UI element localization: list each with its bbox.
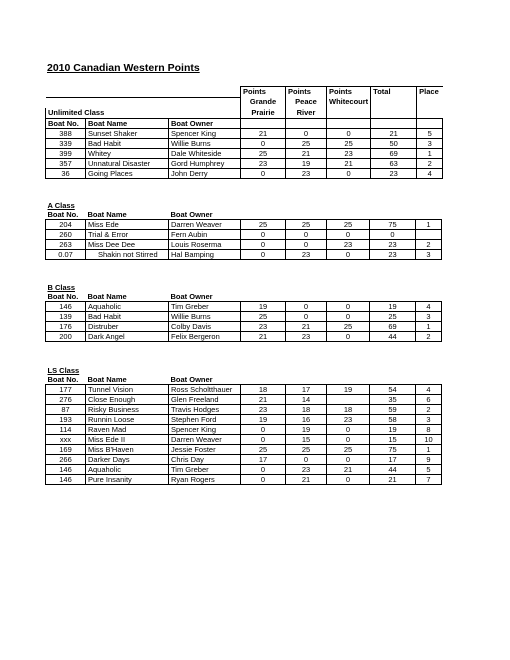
cell-points-peace-river: 17 xyxy=(286,385,327,395)
cell-points-whitecourt: 23 xyxy=(327,415,370,425)
cell-place: 6 xyxy=(416,395,442,405)
a-class-table xyxy=(45,201,442,260)
cell-points-grande-prairie: 0 xyxy=(241,138,286,148)
unlimited-class-table xyxy=(45,86,443,179)
cell-boat-owner: Louis Roserma xyxy=(169,240,241,250)
cell-boat-owner: Darren Weaver xyxy=(169,435,241,445)
cell-points-whitecourt: 21 xyxy=(327,158,371,168)
cell-total: 35 xyxy=(370,395,416,405)
cell-total: 58 xyxy=(370,415,416,425)
table-row xyxy=(46,148,443,158)
cell-boat-no: 263 xyxy=(46,240,86,250)
table-row xyxy=(46,312,442,322)
cell-points-peace-river: 23 xyxy=(286,250,327,260)
cell-place xyxy=(416,230,442,240)
cell-boat-owner: Tim Greber xyxy=(169,302,241,312)
cell-boat-owner: Ross Scholtthauer xyxy=(169,385,241,395)
table-row xyxy=(46,405,442,415)
cell-total: 15 xyxy=(370,435,416,445)
cell-place: 4 xyxy=(416,385,442,395)
cell-place: 4 xyxy=(416,302,442,312)
cell-points-grande-prairie: 0 xyxy=(241,230,286,240)
cell-total: 21 xyxy=(371,128,417,138)
cell-boat-owner: Darren Weaver xyxy=(169,220,241,230)
cell-points-whitecourt: 0 xyxy=(327,250,370,260)
cell-points-whitecourt: 25 xyxy=(327,220,370,230)
location-grande: Grande xyxy=(241,97,286,108)
col-boat-owner: Boat Owner xyxy=(169,118,241,128)
location-prairie: Prairie xyxy=(241,108,286,119)
cell-boat-owner: Ryan Rogers xyxy=(169,475,241,485)
cell-points-peace-river: 21 xyxy=(286,475,327,485)
cell-boat-no: 357 xyxy=(46,158,86,168)
cell-total: 19 xyxy=(370,425,416,435)
cell-total: 23 xyxy=(370,240,416,250)
cell-points-whitecourt: 0 xyxy=(327,475,370,485)
cell-points-whitecourt: 25 xyxy=(327,322,370,332)
cell-place: 3 xyxy=(417,138,443,148)
cell-boat-name: Pure Insanity xyxy=(86,475,169,485)
col-boat-name: Boat Name xyxy=(86,210,169,220)
cell-boat-no: 114 xyxy=(46,425,86,435)
cell-total: 63 xyxy=(371,158,417,168)
cell-boat-name: Darker Days xyxy=(86,455,169,465)
cell-place: 4 xyxy=(417,168,443,178)
cell-points-peace-river: 0 xyxy=(286,455,327,465)
cell-points-grande-prairie: 0 xyxy=(241,250,286,260)
cell-boat-owner: Glen Freeland xyxy=(169,395,241,405)
cell-boat-no: 0.07 xyxy=(46,250,86,260)
cell-boat-name: Going Places xyxy=(86,168,169,178)
cell-boat-owner: Chris Day xyxy=(169,455,241,465)
points-header-3: Points xyxy=(327,87,371,98)
cell-total: 75 xyxy=(370,220,416,230)
cell-boat-owner: Felix Bergeron xyxy=(169,332,241,342)
cell-boat-name: Distruber xyxy=(86,322,169,332)
cell-boat-name: Sunset Shaker xyxy=(86,128,169,138)
cell-points-grande-prairie: 23 xyxy=(241,158,286,168)
location-whitecourt: Whitecourt xyxy=(327,97,371,108)
cell-points-peace-river: 15 xyxy=(286,435,327,445)
table-row xyxy=(46,475,442,485)
cell-points-peace-river: 0 xyxy=(286,128,327,138)
cell-points-peace-river: 16 xyxy=(286,415,327,425)
cell-points-peace-river: 0 xyxy=(286,312,327,322)
cell-points-peace-river: 14 xyxy=(286,395,327,405)
cell-place: 1 xyxy=(416,220,442,230)
cell-boat-no: 200 xyxy=(46,332,86,342)
cell-total: 19 xyxy=(370,302,416,312)
b-class-table xyxy=(45,283,442,342)
cell-place: 8 xyxy=(416,425,442,435)
cell-total: 23 xyxy=(370,250,416,260)
table-row xyxy=(46,138,443,148)
table-row xyxy=(46,425,442,435)
cell-boat-no: 388 xyxy=(46,128,86,138)
cell-boat-name: Runnin Loose xyxy=(86,415,169,425)
cell-place: 2 xyxy=(417,158,443,168)
cell-points-grande-prairie: 23 xyxy=(241,405,286,415)
cell-boat-owner: Dale Whiteside xyxy=(169,148,241,158)
cell-points-peace-river: 19 xyxy=(286,425,327,435)
cell-points-grande-prairie: 0 xyxy=(241,240,286,250)
table-row xyxy=(46,395,442,405)
cell-boat-name: Unnatural Disaster xyxy=(86,158,169,168)
location-peace: Peace xyxy=(286,97,327,108)
class-label-ls: LS Class xyxy=(47,366,80,375)
cell-boat-name: Miss Ede xyxy=(86,220,169,230)
cell-points-peace-river: 23 xyxy=(286,332,327,342)
class-label-unlimited: Unlimited Class xyxy=(46,108,169,119)
cell-points-peace-river: 18 xyxy=(286,405,327,415)
cell-boat-no: 169 xyxy=(46,445,86,455)
table-row xyxy=(46,240,442,250)
cell-points-peace-river: 21 xyxy=(286,148,327,158)
cell-place: 1 xyxy=(417,148,443,158)
table-row xyxy=(46,220,442,230)
cell-points-whitecourt: 0 xyxy=(327,312,370,322)
cell-place: 10 xyxy=(416,435,442,445)
cell-points-whitecourt: 18 xyxy=(327,405,370,415)
cell-boat-owner: Stephen Ford xyxy=(169,415,241,425)
cell-points-grande-prairie: 25 xyxy=(241,312,286,322)
page-title: 2010 Canadian Western Points xyxy=(47,62,200,74)
cell-points-peace-river: 25 xyxy=(286,445,327,455)
ls-class-table xyxy=(45,366,442,485)
cell-boat-owner: Jessie Foster xyxy=(169,445,241,455)
cell-boat-name: Miss Ede II xyxy=(86,435,169,445)
class-label-b: B Class xyxy=(47,283,76,292)
cell-boat-name: Miss B'Haven xyxy=(86,445,169,455)
cell-total: 54 xyxy=(370,385,416,395)
cell-points-peace-river: 0 xyxy=(286,240,327,250)
col-boat-name: Boat Name xyxy=(86,292,169,302)
cell-total: 25 xyxy=(370,312,416,322)
cell-boat-name: Raven Mad xyxy=(86,425,169,435)
cell-boat-no: 177 xyxy=(46,385,86,395)
cell-boat-owner: Travis Hodges xyxy=(169,405,241,415)
cell-boat-name: Shakin not Stirred xyxy=(86,250,169,260)
cell-place: 3 xyxy=(416,250,442,260)
cell-points-peace-river: 25 xyxy=(286,138,327,148)
cell-points-whitecourt: 25 xyxy=(327,445,370,455)
cell-boat-name: Bad Habit xyxy=(86,312,169,322)
cell-boat-owner: John Derry xyxy=(169,168,241,178)
cell-points-grande-prairie: 19 xyxy=(241,302,286,312)
cell-boat-no: 36 xyxy=(46,168,86,178)
cell-boat-name: Bad Habit xyxy=(86,138,169,148)
cell-points-grande-prairie: 0 xyxy=(241,168,286,178)
cell-total: 17 xyxy=(370,455,416,465)
cell-points-grande-prairie: 25 xyxy=(241,148,286,158)
cell-points-peace-river: 0 xyxy=(286,302,327,312)
table-row xyxy=(46,435,442,445)
cell-place: 1 xyxy=(416,322,442,332)
cell-boat-name: Dark Angel xyxy=(86,332,169,342)
cell-boat-no: 139 xyxy=(46,312,86,322)
cell-boat-owner: Spencer King xyxy=(169,425,241,435)
cell-total: 50 xyxy=(371,138,417,148)
cell-total: 23 xyxy=(371,168,417,178)
cell-points-grande-prairie: 23 xyxy=(241,322,286,332)
cell-boat-owner: Tim Greber xyxy=(169,465,241,475)
cell-boat-no: 204 xyxy=(46,220,86,230)
table-row xyxy=(46,250,442,260)
class-label-a: A Class xyxy=(47,201,75,210)
cell-place: 5 xyxy=(416,465,442,475)
cell-points-grande-prairie: 25 xyxy=(241,220,286,230)
cell-boat-no: 193 xyxy=(46,415,86,425)
table-row xyxy=(46,128,443,138)
cell-points-grande-prairie: 0 xyxy=(241,435,286,445)
cell-boat-name: Risky Business xyxy=(86,405,169,415)
cell-boat-no: 146 xyxy=(46,465,86,475)
cell-points-whitecourt: 0 xyxy=(327,455,370,465)
cell-boat-owner: Spencer King xyxy=(169,128,241,138)
cell-boat-no: 339 xyxy=(46,138,86,148)
cell-points-peace-river: 19 xyxy=(286,158,327,168)
cell-points-whitecourt: 23 xyxy=(327,148,371,158)
cell-boat-no: 266 xyxy=(46,455,86,465)
table-row xyxy=(46,230,442,240)
cell-place: 2 xyxy=(416,405,442,415)
table-row xyxy=(46,445,442,455)
col-boat-owner: Boat Owner xyxy=(169,292,241,302)
cell-points-peace-river: 25 xyxy=(286,220,327,230)
cell-points-whitecourt: 21 xyxy=(327,465,370,475)
cell-points-grande-prairie: 21 xyxy=(241,128,286,138)
cell-points-whitecourt: 0 xyxy=(327,168,371,178)
cell-points-whitecourt: 19 xyxy=(327,385,370,395)
cell-total: 69 xyxy=(370,322,416,332)
cell-boat-owner: Willie Burns xyxy=(169,138,241,148)
cell-boat-owner: Hal Bamping xyxy=(169,250,241,260)
cell-place: 7 xyxy=(416,475,442,485)
cell-points-grande-prairie: 25 xyxy=(241,445,286,455)
cell-boat-name: Whitey xyxy=(86,148,169,158)
col-boat-no: Boat No. xyxy=(46,118,86,128)
cell-total: 59 xyxy=(370,405,416,415)
cell-boat-no: 176 xyxy=(46,322,86,332)
cell-points-whitecourt: 25 xyxy=(327,138,371,148)
cell-place: 5 xyxy=(417,128,443,138)
cell-boat-name: Trial & Error xyxy=(86,230,169,240)
col-boat-no: Boat No. xyxy=(46,375,86,385)
cell-points-grande-prairie: 0 xyxy=(241,465,286,475)
table-row xyxy=(46,168,443,178)
cell-boat-no: 399 xyxy=(46,148,86,158)
cell-boat-no: 146 xyxy=(46,475,86,485)
col-boat-name: Boat Name xyxy=(86,118,169,128)
cell-points-grande-prairie: 18 xyxy=(241,385,286,395)
cell-boat-no: 146 xyxy=(46,302,86,312)
cell-points-grande-prairie: 19 xyxy=(241,415,286,425)
col-boat-owner: Boat Owner xyxy=(169,375,241,385)
cell-total: 21 xyxy=(370,475,416,485)
cell-points-whitecourt xyxy=(327,395,370,405)
cell-points-grande-prairie: 0 xyxy=(241,425,286,435)
cell-boat-no: 87 xyxy=(46,405,86,415)
cell-place: 3 xyxy=(416,312,442,322)
cell-points-grande-prairie: 21 xyxy=(241,332,286,342)
table-row xyxy=(46,322,442,332)
cell-boat-no: 276 xyxy=(46,395,86,405)
cell-boat-no: 260 xyxy=(46,230,86,240)
cell-points-peace-river: 23 xyxy=(286,168,327,178)
col-boat-name: Boat Name xyxy=(86,375,169,385)
cell-points-peace-river: 0 xyxy=(286,230,327,240)
cell-points-whitecourt: 0 xyxy=(327,302,370,312)
cell-boat-owner: Gord Humphrey xyxy=(169,158,241,168)
cell-points-grande-prairie: 0 xyxy=(241,475,286,485)
table-row xyxy=(46,302,442,312)
table-row xyxy=(46,332,442,342)
points-header-1: Points xyxy=(241,87,286,98)
cell-points-whitecourt: 0 xyxy=(327,435,370,445)
col-boat-owner: Boat Owner xyxy=(169,210,241,220)
cell-total: 44 xyxy=(370,332,416,342)
table-row xyxy=(46,385,442,395)
place-header: Place xyxy=(417,87,443,98)
cell-place: 2 xyxy=(416,332,442,342)
table-row xyxy=(46,158,443,168)
cell-total: 69 xyxy=(371,148,417,158)
table-row xyxy=(46,415,442,425)
cell-boat-name: Close Enough xyxy=(86,395,169,405)
table-row xyxy=(46,455,442,465)
cell-total: 44 xyxy=(370,465,416,475)
table-row xyxy=(46,465,442,475)
cell-place: 2 xyxy=(416,240,442,250)
cell-points-peace-river: 23 xyxy=(286,465,327,475)
total-header: Total xyxy=(371,87,417,98)
cell-points-peace-river: 21 xyxy=(286,322,327,332)
cell-points-whitecourt: 0 xyxy=(327,230,370,240)
cell-points-whitecourt: 0 xyxy=(327,128,371,138)
cell-boat-name: Tunnel Vision xyxy=(86,385,169,395)
cell-place: 3 xyxy=(416,415,442,425)
cell-boat-owner: Fern Aubin xyxy=(169,230,241,240)
cell-boat-name: Aquaholic xyxy=(86,465,169,475)
cell-place: 1 xyxy=(416,445,442,455)
cell-points-grande-prairie: 21 xyxy=(241,395,286,405)
cell-boat-owner: Colby Davis xyxy=(169,322,241,332)
cell-boat-name: Miss Dee Dee xyxy=(86,240,169,250)
cell-total: 75 xyxy=(370,445,416,455)
cell-boat-name: Aquaholic xyxy=(86,302,169,312)
col-boat-no: Boat No. xyxy=(46,292,86,302)
cell-points-whitecourt: 0 xyxy=(327,332,370,342)
cell-place: 9 xyxy=(416,455,442,465)
cell-points-grande-prairie: 17 xyxy=(241,455,286,465)
cell-boat-owner: Willie Burns xyxy=(169,312,241,322)
cell-boat-no: xxx xyxy=(46,435,86,445)
col-boat-no: Boat No. xyxy=(46,210,86,220)
cell-points-whitecourt: 0 xyxy=(327,425,370,435)
cell-points-whitecourt: 23 xyxy=(327,240,370,250)
cell-total: 0 xyxy=(370,230,416,240)
location-river: River xyxy=(286,108,327,119)
points-header-2: Points xyxy=(286,87,327,98)
